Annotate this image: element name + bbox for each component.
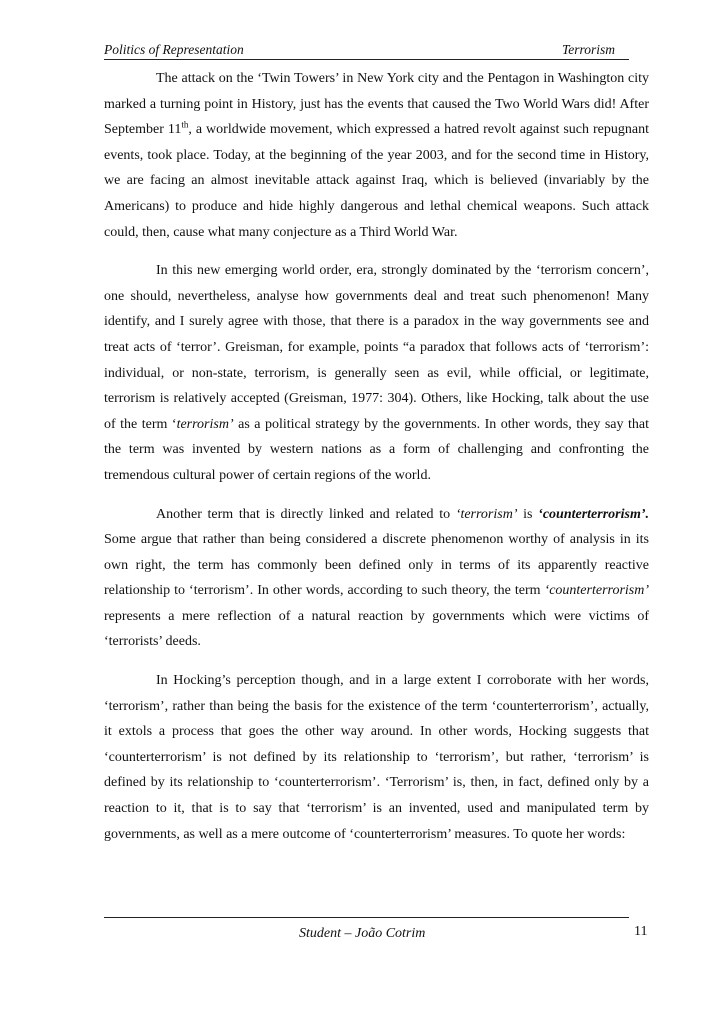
header-title: Politics of Representation [104, 42, 244, 57]
p2-text-b: as a political strategy by the governments. In other words, they say that the term was invented by western nations as a form of challenging and confronting the tremendous cultural power of certain regions of the world. [104, 416, 649, 483]
paragraph-1 [104, 66, 649, 245]
p2-text-a: In this new emerging world order, era, strongly dominated by the ‘terrorism concern’, one should, nevertheless, analyse how governments deal and treat such phenomenon! Many identify, and I surely agree with those, that there is a paradox in the way governments see and treat acts of ‘terror’. Greisman, for example, points “a paradox that follows acts of ‘terrorism’: individual, or non-state, terrorism, is generally seen as evil, while official, or legitimate, terrorism is relatively accepted (Greisman, 1977: 304). Others, like Hocking, talk about the use of the term ‘ [104, 263, 649, 432]
p3-text-b: is [517, 506, 539, 522]
footer-author: Student – João Cotrim [299, 926, 426, 941]
header-section: Terrorism [562, 42, 616, 57]
paragraph-2 [104, 258, 649, 488]
running-header [104, 40, 649, 60]
p3-text-d: represents a mere reflection of a natural reaction by governments which were victims of ‘terrorists’ deeds. [104, 608, 649, 650]
p2-emphasis: terrorism’ [176, 416, 234, 432]
p3-text-c: Some argue that rather than being considered a discrete phenomenon worthy of analysis in its own right, the term has commonly been defined only in terms of its apparently reactive relationship to ‘terrorism’. In other words, according to such theory, the term [104, 532, 649, 599]
p1-superscript: th [181, 119, 189, 130]
header-rule [104, 59, 629, 60]
p3-emphasis-1: ‘terrorism’ [455, 506, 518, 522]
p1-text-a: The attack on the ‘Twin Towers’ in New York city and the Pentagon in Washington city marked a turning point in History, just has the events that caused the Two World Wars did! After September 11 [104, 71, 649, 138]
p3-strong: ‘counterterrorism’. [538, 506, 649, 522]
p1-text-b: , a worldwide movement, which expressed a hatred revolt against such repugnant events, took place. Today, at the beginning of the year 2003, and for the second time in History, we are facing an almost inevitable attack against Iraq, which is believed (invariably by the Americans) to produce and hide highly dangerous and lethal chemical weapons. Such attack could, then, cause what many conjecture as a Third World War. [104, 122, 649, 240]
body-text [104, 66, 649, 847]
paragraph-3 [104, 502, 649, 656]
paragraph-4: In Hocking’s perception though, and in a large extent I corroborate with her words, ‘terrorism’, rather than being the basis for the existence of the term ‘counterterrorism’, actually, it extols a process that goes the other way around. In other words, Hocking suggests that ‘counterterrorism’ is not defined by its relationship to ‘terrorism’, but rather, ‘terrorism’ is defined by its relationship to ‘counterterrorism’. ‘Terrorism’ is, then, in fact, defined only by a reaction to it, that is to say that ‘terrorism’ is an invented, used and manipulated term by governments, as well as a mere outcome of ‘counterterrorism’ measures. To quote her words: [104, 673, 649, 842]
page-number: 11 [634, 924, 648, 939]
p3-text-a: Another term that is directly linked and related to [156, 506, 456, 522]
footer-rule [104, 917, 629, 918]
p3-emphasis-2: ‘counterterrorism’ [544, 583, 649, 599]
